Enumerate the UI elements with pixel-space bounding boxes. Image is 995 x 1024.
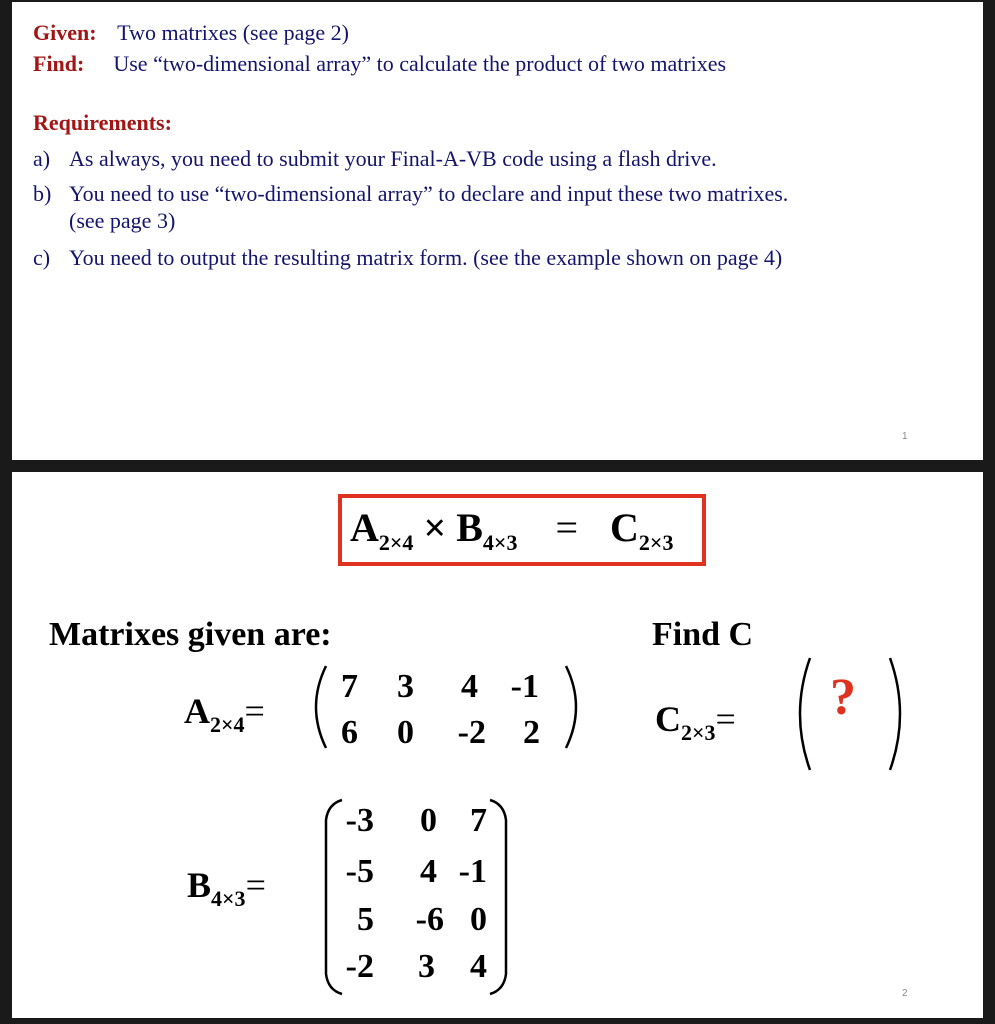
requirement-text-b: You need to use “two-dimensional array” to declare and input these two matrixes. xyxy=(69,181,789,206)
matrix-b-cell: 4 xyxy=(470,948,487,985)
matrix-b-cell: -3 xyxy=(345,802,374,839)
matrix-b-label xyxy=(187,864,266,911)
matrix-b-cell: 0 xyxy=(470,901,487,938)
given-row xyxy=(33,20,349,46)
matrix-a-sub: 2×4 xyxy=(210,712,245,737)
matrix-c-unknown: ? xyxy=(830,669,856,726)
eq-b-sub: 4×3 xyxy=(482,530,518,555)
matrix-b-cell: -6 xyxy=(415,901,444,938)
matrix-a-name: A xyxy=(184,691,210,731)
matrix-a-cell: 2 xyxy=(523,714,540,751)
eq-c: C xyxy=(610,505,639,550)
matrix-a-right-paren xyxy=(560,662,590,752)
matrix-b-name: B xyxy=(187,865,212,905)
matrix-c-label xyxy=(655,698,736,745)
eq-a: A xyxy=(350,505,379,550)
eq-b: B xyxy=(456,505,483,550)
matrix-b-cell: -2 xyxy=(345,948,374,985)
matrix-b-cell: -5 xyxy=(345,853,374,890)
matrix-b-equals: = xyxy=(245,865,266,905)
slide-2 xyxy=(12,472,983,1018)
requirement-text-b-cont: (see page 3) xyxy=(69,208,176,233)
matrix-a-cell: 7 xyxy=(341,668,358,705)
requirement-text-c: You need to output the resulting matrix form. (see the example shown on page 4) xyxy=(69,245,783,270)
page-number: 2 xyxy=(902,988,908,999)
item-marker: c) xyxy=(33,245,51,270)
eq-equals: = xyxy=(555,505,579,550)
matrix-a-equals: = xyxy=(244,691,265,731)
find-label: Find: xyxy=(33,51,85,76)
requirement-item-b xyxy=(33,181,51,207)
matrix-a-cell: 0 xyxy=(397,714,414,751)
given-label: Given: xyxy=(33,20,97,45)
eq-times: × xyxy=(423,505,447,550)
slide-1 xyxy=(12,2,983,460)
requirement-item-c xyxy=(33,245,50,271)
matrix-b-sub: 4×3 xyxy=(211,886,246,911)
matrix-b-cell: -1 xyxy=(458,853,487,890)
eq-a-sub: 2×4 xyxy=(378,530,414,555)
requirements-title: Requirements: xyxy=(33,110,172,135)
matrix-a-cell: -2 xyxy=(457,714,486,751)
matrix-a-cell: 6 xyxy=(341,714,358,751)
matrix-b-cell: 7 xyxy=(470,802,487,839)
matrix-a-cell: 4 xyxy=(461,668,478,705)
matrix-a-cell: 3 xyxy=(397,668,414,705)
matrix-b-cell: 3 xyxy=(418,948,435,985)
find-row xyxy=(33,51,726,77)
matrix-b-cell: 5 xyxy=(357,901,374,938)
given-text: Two matrixes (see page 2) xyxy=(117,20,349,45)
matrix-b-cell: 0 xyxy=(420,802,437,839)
matrix-c-equals: = xyxy=(715,699,736,739)
item-marker: b) xyxy=(33,181,52,206)
page-number: 1 xyxy=(902,431,908,442)
matrix-c-right-paren xyxy=(884,654,914,774)
matrix-b-right-paren xyxy=(486,796,516,998)
matrixes-label: Matrixes given are: xyxy=(49,616,332,653)
matrix-a-cell: -1 xyxy=(510,668,539,705)
item-marker: a) xyxy=(33,146,51,171)
eq-c-sub: 2×3 xyxy=(638,530,674,555)
product-equation xyxy=(350,504,674,555)
matrix-c-left-paren xyxy=(786,654,816,774)
find-text: Use “two-dimensional array” to calculate the product of two matrixes xyxy=(113,51,727,76)
find-c-label: Find C xyxy=(652,616,754,653)
matrix-a-label xyxy=(184,690,265,737)
requirement-item-a xyxy=(33,146,50,172)
matrix-c-name: C xyxy=(655,699,681,739)
matrix-b-cell: 4 xyxy=(420,853,437,890)
requirement-text-a: As always, you need to submit your Final-A-VB code using a flash drive. xyxy=(69,146,717,171)
matrix-c-sub: 2×3 xyxy=(681,720,716,745)
